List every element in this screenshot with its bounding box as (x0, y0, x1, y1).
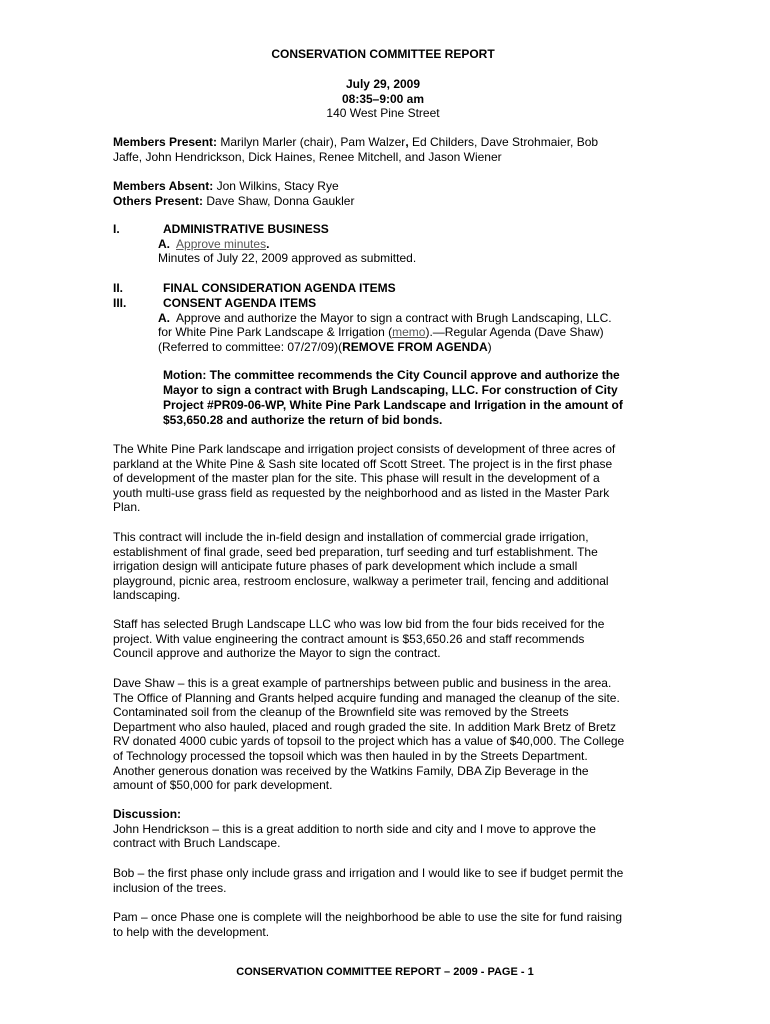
report-time: 08:35–9:00 am (341, 92, 425, 106)
discussion-heading: Discussion: (113, 807, 182, 821)
section-heading: ADMINISTRATIVE BUSINESS (163, 222, 329, 236)
section-final-consideration: II. FINAL CONSIDERATION AGENDA ITEMS (113, 281, 396, 295)
section-consent-agenda: III. CONSENT AGENDA ITEMS A. Approve and authorize the Mayor to sign a contract with Brugh Landscaping, LLC. for White Pine Park Landscape & Irrigation (memo).—Regular Agenda (Dave Shaw) (Referred to committee: 07/27/09)(REMOVE FROM AGENDA) (113, 296, 612, 354)
page-footer: CONSERVATION COMMITTEE REPORT – 2009 - PAGE - 1 (236, 966, 534, 978)
motion: Motion: The committee recommends the City Council approve and authorize the Mayor to sign a contract with Brugh Landscaping, LLC. For construction of City Project #PR09-06-WP, White Pine Park Landscape and Irrigation in the amount of $53,650.28 and authorize the return of bid bonds. (163, 368, 623, 427)
discussion-pam: Pam – once Phase one is complete will the neighborhood be able to use the site for fund raising to help with the development. (113, 910, 622, 939)
section-heading: CONSENT AGENDA ITEMS (163, 296, 317, 310)
paragraph-contract-scope: This contract will include the in-field design and installation of commercial grade irrigation, establishment of final grade, seed bed preparation, turf seeding and turf establishment. The irrigation design will anticipate future phases of park development which include a small playground, picnic area, restroom enclosure, walkway a perimeter trail, fencing and additional landscaping. (113, 530, 609, 603)
members-present-label: Members Present: (113, 135, 218, 149)
motion-label: Motion: (163, 368, 207, 382)
remove-from-agenda-label: REMOVE FROM AGENDA (342, 339, 488, 354)
paragraph-dave-shaw: Dave Shaw – this is a great example of partnerships between public and business in the area. The Office of Planning and Grants helped acquire funding and managed the cleanup of the site. Contaminated soil from the cleanup of the Brownfield site was removed by the Streets Department who also hauled, placed and rough graded the site. In addition Mark Bretz of Bretz RV donated 4000 cubic yards of topsoil to the project which has a value of $40,000. The College of Technology processed the topsoil which was then hauled in by the Streets Department. Another generous donation was received by the Watkins Family, DBA Zip Beverage in the amount of $50,000 for park development. (113, 676, 625, 793)
report-title: CONSERVATION COMMITTEE REPORT (271, 47, 495, 61)
members-absent: Members Absent: Jon Wilkins, Stacy Rye Others Present: Dave Shaw, Donna Gaukler (113, 179, 355, 208)
members-present: Members Present: Marilyn Marler (chair), Pam Walzer, Ed Childers, Dave Strohmaier, Bob Jaffe, John Hendrickson, Dick Haines, Renee Mitchell, and Jason Wiener (113, 135, 599, 164)
section-administrative-business: I. ADMINISTRATIVE BUSINESS A. Approve minutes. Minutes of July 22, 2009 approved as submitted. (113, 222, 417, 266)
report-location: 140 West Pine Street (326, 106, 440, 120)
discussion-bob: Bob – the first phase only include grass and irrigation and I would like to see if budget permit the inclusion of the trees. (113, 866, 624, 895)
memo-link[interactable]: memo (392, 325, 426, 340)
paragraph-staff-recommendation: Staff has selected Brugh Landscape LLC who was low bid from the four bids received for the project. With value engineering the contract amount is $53,650.26 and staff recommends Council approve and authorize the Mayor to sign the contract. (113, 617, 605, 661)
paragraph-project-description: The White Pine Park landscape and irrigation project consists of development of three acres of parkland at the White Pine & Sash site located off Scott Street. The project is in the first phase of development of the master plan for the site. This phase will result in the development of a youth multi-use grass field as requested by the neighborhood and as listed in the Master Park Plan. (113, 442, 616, 515)
section-heading: FINAL CONSIDERATION AGENDA ITEMS (163, 281, 396, 295)
report-date: July 29, 2009 (345, 77, 421, 91)
members-absent-label: Members Absent: (113, 179, 214, 193)
approve-minutes-link[interactable]: Approve minutes (176, 236, 267, 251)
others-present-label: Others Present: (113, 193, 204, 208)
discussion: Discussion: John Hendrickson – this is a great addition to north side and city and I move to approve the contract with Bruch Landscape. (113, 807, 653, 851)
